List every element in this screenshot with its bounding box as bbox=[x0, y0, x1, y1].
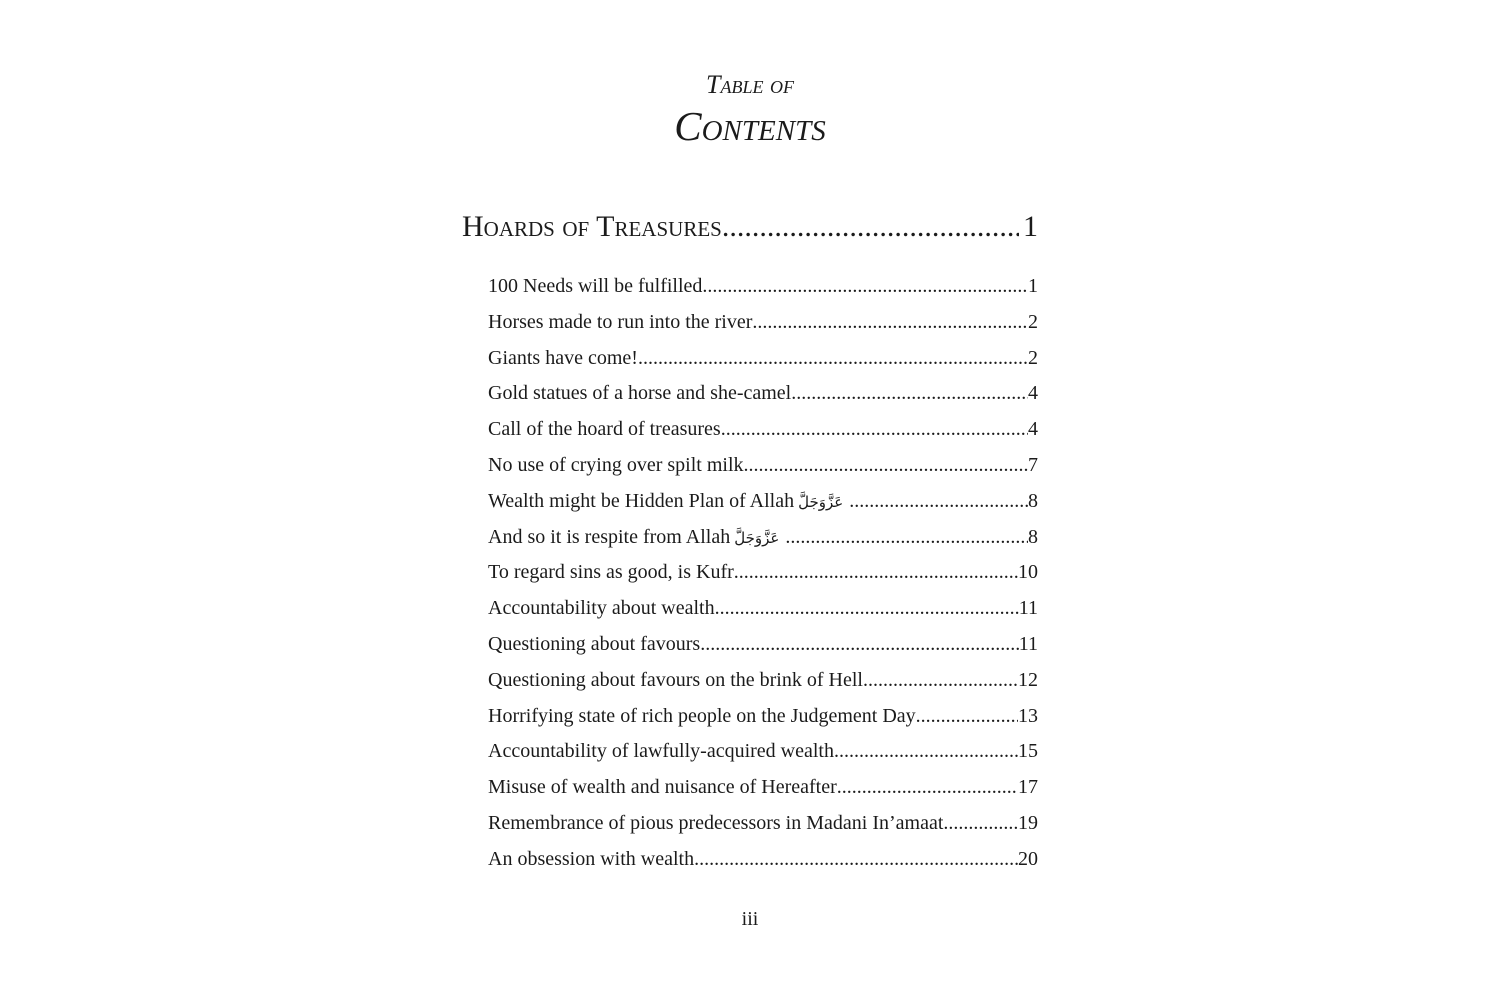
dot-leader bbox=[700, 627, 1019, 663]
dot-leader bbox=[916, 699, 1018, 735]
entry-page-number: 11 bbox=[1018, 632, 1038, 655]
toc-entry[interactable] bbox=[488, 269, 1038, 305]
entry-page-number: 12 bbox=[1018, 668, 1038, 691]
chapter-title: Hoards of Treasures bbox=[462, 210, 722, 243]
entry-title: Horrifying state of rich people on the Judgement Day bbox=[488, 704, 916, 727]
entry-page-number: 4 bbox=[1028, 382, 1038, 405]
toc-entry[interactable] bbox=[488, 448, 1038, 484]
dot-leader bbox=[791, 376, 1028, 412]
dot-leader bbox=[863, 663, 1018, 699]
toc-entry[interactable] bbox=[488, 376, 1038, 412]
entry-title: Questioning about favours bbox=[488, 632, 701, 655]
toc-entry[interactable] bbox=[488, 627, 1038, 663]
toc-entry[interactable] bbox=[488, 341, 1038, 377]
entry-page-number: 19 bbox=[1018, 811, 1038, 834]
dot-leader bbox=[702, 269, 1028, 305]
toc-entry[interactable] bbox=[488, 555, 1038, 591]
entry-title: Questioning about favours on the brink of Hell bbox=[488, 668, 863, 691]
dot-leader bbox=[694, 842, 1018, 878]
entry-page-number: 13 bbox=[1018, 704, 1038, 727]
toc-entry[interactable] bbox=[488, 734, 1038, 770]
entry-page-number: 20 bbox=[1018, 847, 1038, 870]
toc-entry[interactable] bbox=[488, 699, 1038, 735]
entry-title: Accountability about wealth bbox=[488, 597, 715, 620]
entry-title: Wealth might be Hidden Plan of Allah bbox=[488, 489, 795, 512]
toc-entry[interactable] bbox=[488, 305, 1038, 341]
entry-title: 100 Needs will be fulfilled bbox=[488, 275, 703, 297]
toc-heading-line-2: Contents bbox=[674, 103, 826, 149]
entry-page-number: 1 bbox=[1028, 275, 1038, 297]
dot-leader bbox=[752, 305, 1028, 341]
entry-page-number: 4 bbox=[1028, 418, 1038, 441]
dot-leader bbox=[721, 412, 1028, 448]
dot-leader bbox=[734, 555, 1018, 591]
arabic-honorific: عَزَّوَجَلَّ bbox=[798, 492, 844, 511]
entry-page-number: 17 bbox=[1018, 776, 1038, 799]
page-folio: iii bbox=[741, 908, 759, 930]
entry-page-number: 11 bbox=[1018, 597, 1038, 620]
toc-entry-list bbox=[488, 269, 1038, 878]
toc-entry[interactable] bbox=[488, 412, 1038, 448]
arabic-honorific: عَزَّوَجَلَّ bbox=[734, 528, 780, 547]
entry-title: Accountability of lawfully-acquired wealth bbox=[488, 740, 834, 763]
entry-title: An obsession with wealth bbox=[488, 847, 695, 870]
entry-page-number: 10 bbox=[1018, 561, 1038, 584]
entry-title: And so it is respite from Allah bbox=[488, 525, 731, 548]
entry-page-number: 7 bbox=[1028, 453, 1038, 476]
toc-entry[interactable] bbox=[488, 806, 1038, 842]
toc-entry[interactable] bbox=[488, 663, 1038, 699]
dot-leader bbox=[849, 484, 1028, 520]
dot-leader bbox=[943, 806, 1018, 842]
entry-page-number: 8 bbox=[1028, 489, 1038, 512]
entry-page-number: 15 bbox=[1018, 740, 1038, 763]
entry-page-number: 2 bbox=[1028, 346, 1038, 369]
entry-title: Gold statues of a horse and she-camel bbox=[488, 382, 792, 405]
toc-entry[interactable] bbox=[488, 770, 1038, 806]
entry-title: To regard sins as good, is Kufr bbox=[488, 561, 734, 584]
chapter-page-number: 1 bbox=[1023, 210, 1038, 243]
entry-title: Giants have come! bbox=[488, 346, 638, 369]
entry-title: Remembrance of pious predecessors in Madani In’amaat bbox=[488, 811, 944, 834]
dot-leader bbox=[834, 734, 1018, 770]
dot-leader bbox=[722, 210, 1019, 244]
entry-page-number: 8 bbox=[1028, 525, 1038, 548]
dot-leader bbox=[837, 770, 1018, 806]
entry-page-number: 2 bbox=[1028, 310, 1038, 333]
toc-entry[interactable] bbox=[488, 484, 1038, 520]
toc-entry[interactable] bbox=[488, 591, 1038, 627]
toc-entry[interactable] bbox=[488, 520, 1038, 556]
entry-title: Misuse of wealth and nuisance of Hereafter bbox=[488, 776, 837, 799]
dot-leader bbox=[638, 341, 1028, 377]
entry-title: No use of crying over spilt milk bbox=[488, 453, 744, 476]
entry-title: Horses made to run into the river bbox=[488, 310, 753, 333]
chapter-entry[interactable] bbox=[462, 210, 1038, 250]
dot-leader bbox=[785, 520, 1028, 556]
dot-leader bbox=[744, 448, 1028, 484]
toc-heading-line-1: Table of bbox=[706, 70, 794, 99]
entry-title: Call of the hoard of treasures bbox=[488, 418, 721, 441]
dot-leader bbox=[715, 591, 1019, 627]
toc-entry[interactable] bbox=[488, 842, 1038, 878]
